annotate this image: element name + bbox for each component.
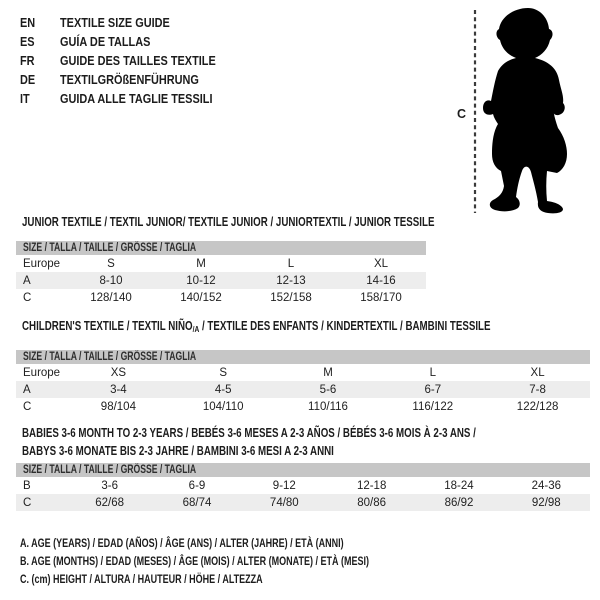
language-code: FR bbox=[20, 53, 35, 68]
months-cell: 6-9 bbox=[188, 479, 206, 492]
height-cell: 104/110 bbox=[202, 400, 244, 413]
row-label: C bbox=[23, 496, 32, 509]
nino-a-subscript: /A bbox=[192, 324, 200, 334]
guide-title-de: TEXTILGRÖßENFÜHRUNG bbox=[60, 72, 199, 87]
table-header-band bbox=[16, 350, 590, 364]
language-row-fr bbox=[20, 51, 245, 70]
age-cell: 7-8 bbox=[529, 383, 546, 396]
row-label: C bbox=[23, 291, 32, 304]
language-code: EN bbox=[20, 15, 36, 30]
table-row-age bbox=[16, 381, 590, 398]
age-cell: 4-5 bbox=[214, 383, 232, 396]
table-header-band bbox=[16, 241, 426, 255]
baby-silhouette-figure bbox=[460, 0, 600, 215]
table-row-height bbox=[16, 494, 590, 511]
figure-height-label: C bbox=[457, 107, 467, 121]
height-cell: 122/128 bbox=[516, 400, 559, 413]
height-cell: 62/68 bbox=[95, 496, 125, 509]
age-cell: 12-13 bbox=[276, 274, 306, 287]
size-cell: M bbox=[323, 366, 333, 379]
row-label: B bbox=[23, 479, 31, 492]
size-header-label: SIZE / TALLA / TAILLE / GRÖSSE / TAGLIA bbox=[23, 351, 197, 363]
height-cell: 152/158 bbox=[270, 291, 312, 304]
height-cell: 116/122 bbox=[412, 400, 454, 413]
babies-size-table bbox=[16, 463, 590, 511]
months-cell: 24-36 bbox=[531, 479, 562, 492]
height-cell: 68/74 bbox=[182, 496, 212, 509]
table-row-months bbox=[16, 477, 590, 494]
legend-notes bbox=[20, 534, 485, 588]
size-cell: L bbox=[429, 366, 436, 379]
language-list bbox=[20, 13, 245, 108]
language-code: ES bbox=[20, 34, 35, 49]
babies-section-title bbox=[22, 424, 600, 460]
children-size-table bbox=[16, 350, 590, 415]
height-cell: 140/152 bbox=[180, 291, 222, 304]
height-cell: 86/92 bbox=[444, 496, 474, 509]
table-header-band bbox=[16, 463, 590, 477]
height-cell: 98/104 bbox=[100, 400, 136, 413]
age-cell: 10-12 bbox=[186, 274, 216, 287]
junior-section-title: JUNIOR TEXTILE / TEXTIL JUNIOR/ TEXTILE JUNIOR / JUNIORTEXTIL / JUNIOR TESSILE bbox=[22, 215, 435, 229]
height-cell: 92/98 bbox=[531, 496, 561, 509]
guide-title-en: TEXTILE SIZE GUIDE bbox=[60, 15, 170, 30]
junior-size-table bbox=[16, 241, 426, 306]
size-cell: XL bbox=[373, 257, 389, 270]
table-row-height bbox=[16, 398, 590, 415]
guide-title-fr: GUIDE DES TAILLES TEXTILE bbox=[60, 53, 216, 68]
legend-age-years: A. AGE (YEARS) / EDAD (AÑOS) / ÂGE (ANS) / ALTER (JAHRE) / ETÀ (ANNI) bbox=[20, 536, 344, 550]
language-row-en bbox=[20, 13, 245, 32]
language-row-it bbox=[20, 89, 245, 108]
age-cell: 5-6 bbox=[319, 383, 337, 396]
size-cell: XL bbox=[530, 366, 545, 379]
table-row-region bbox=[16, 364, 590, 381]
age-cell: 14-16 bbox=[366, 274, 396, 287]
size-header-label: SIZE / TALLA / TAILLE / GRÖSSE / TAGLIA bbox=[23, 464, 197, 476]
row-label: A bbox=[23, 274, 31, 287]
table-row-height bbox=[16, 289, 426, 306]
table-row-region bbox=[16, 255, 426, 272]
height-cell: 128/140 bbox=[90, 291, 132, 304]
height-cell: 110/116 bbox=[308, 400, 348, 413]
guide-title-it: GUIDA ALLE TAGLIE TESSILI bbox=[60, 91, 213, 106]
table-row-age bbox=[16, 272, 426, 289]
legend-age-months: B. AGE (MONTHS) / EDAD (MESES) / ÂGE (MOIS) / ALTER (MONATE) / ETÀ (MESI) bbox=[20, 554, 369, 568]
babies-title-line1: BABIES 3-6 MONTH TO 2-3 YEARS / BEBÉS 3-6 MESES A 2-3 AÑOS / BÉBÉS 3-6 MOIS À 2-3 ANS / bbox=[22, 426, 476, 440]
age-cell: 6-7 bbox=[424, 383, 442, 396]
height-cell: 158/170 bbox=[360, 291, 402, 304]
language-row-de bbox=[20, 70, 245, 89]
size-header-label: SIZE / TALLA / TAILLE / GRÖSSE / TAGLIA bbox=[23, 242, 197, 254]
babies-title-line2: BABYS 3-6 MONATE BIS 2-3 JAHRE / BAMBINI 3-6 MESI A 2-3 ANNI bbox=[22, 444, 334, 458]
language-code: IT bbox=[20, 91, 30, 106]
legend-height-cm: C. (cm) HEIGHT / ALTURA / HAUTEUR / HÖHE / ALTEZZA bbox=[20, 572, 263, 586]
months-cell: 3-6 bbox=[101, 479, 118, 492]
age-cell: 8-10 bbox=[99, 274, 123, 287]
height-cell: 74/80 bbox=[269, 496, 299, 509]
size-cell: L bbox=[287, 257, 295, 270]
size-cell: M bbox=[196, 257, 206, 270]
months-cell: 12-18 bbox=[356, 479, 387, 492]
row-label: A bbox=[23, 383, 31, 396]
size-cell: XS bbox=[110, 366, 127, 379]
height-cell: 80/86 bbox=[357, 496, 387, 509]
months-cell: 9-12 bbox=[272, 479, 296, 492]
children-section-title: CHILDREN'S TEXTILE / TEXTIL NIÑO/A / TEXTILE DES ENFANTS / KINDERTEXTIL / BAMBINI TESSILE bbox=[22, 319, 491, 334]
age-cell: 3-4 bbox=[110, 383, 127, 396]
guide-title-es: GUÍA DE TALLAS bbox=[60, 34, 151, 49]
baby-silhouette-icon bbox=[483, 8, 567, 213]
language-row-es bbox=[20, 32, 245, 51]
size-cell: S bbox=[219, 366, 228, 379]
months-cell: 18-24 bbox=[444, 479, 474, 492]
language-code: DE bbox=[20, 72, 36, 87]
region-label: Europe bbox=[23, 257, 61, 270]
size-cell: S bbox=[107, 257, 115, 270]
row-label: C bbox=[23, 400, 32, 413]
region-label: Europe bbox=[23, 366, 61, 379]
